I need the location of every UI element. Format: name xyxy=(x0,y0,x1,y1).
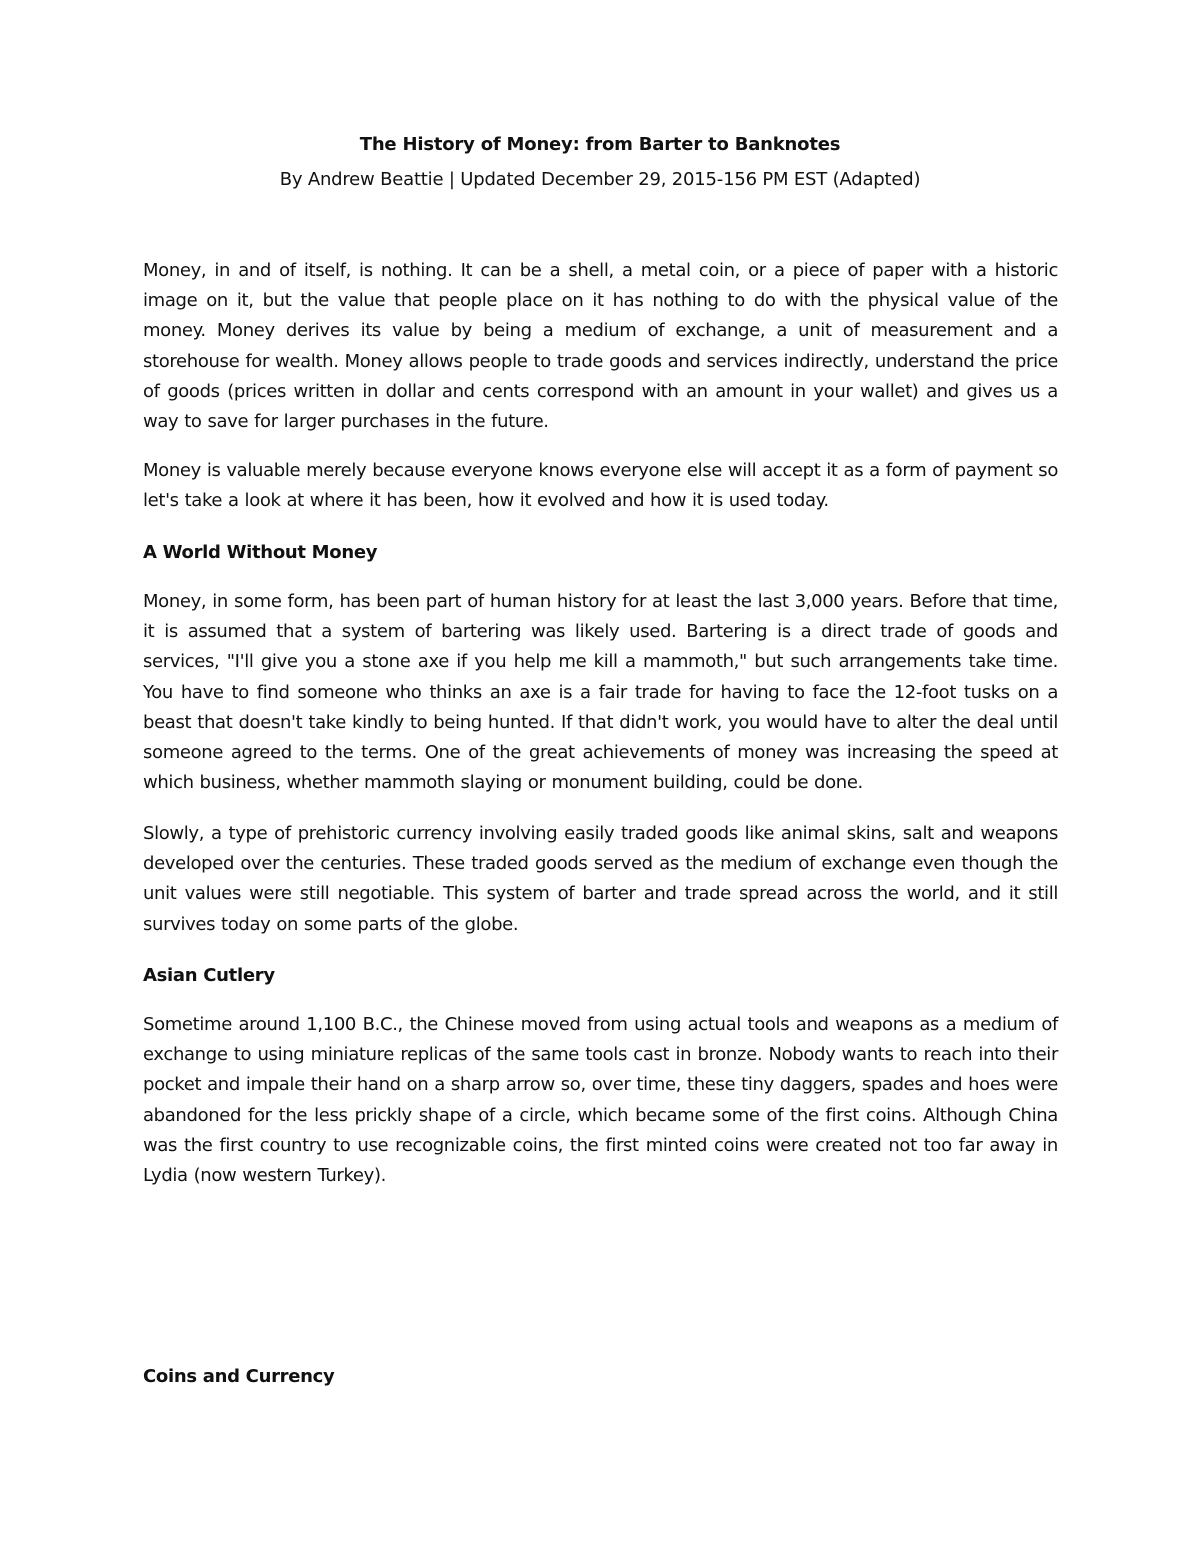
intro-paragraph-2: Money is valuable merely because everyone knows everyone else will accept it as a form of payment so let's take a look at where it has been, how it evolved and how it is used today. xyxy=(143,460,1058,512)
intro-paragraph-1: Money, in and of itself, is nothing. It can be a shell, a metal coin, or a piece of paper with a historic image on it, but the value that people place on it has nothing to do with the physical value of the money. Money derives its value by being a medium of exchange, a unit of measurement and a storehouse for wealth. Money allows people to trade goods and services indirectly, understand the price of goods (prices written in dollar and cents correspond with an amount in your wallet) and gives us a way to save for larger purchases in the future. xyxy=(143,260,1058,433)
section-2-paragraph-1: Sometime around 1,100 B.C., the Chinese moved from using actual tools and weapons as a medium of exchange to using miniature replicas of the same tools cast in bronze. Nobody wants to reach into their pocket and impale their hand on a sharp arrow so, over time, these tiny daggers, spades and hoes were abandoned for the less prickly shape of a circle, which became some of the first coins. Although China was the first country to use recognizable coins, the first minted coins were created not too far away in Lydia (now western Turkey). xyxy=(143,1014,1058,1187)
section-1-paragraph-1: Money, in some form, has been part of human history for at least the last 3,000 years. Before that time, it is assumed that a system of bartering was likely used. Bartering is a direct trade of goods and services, "I'll give you a stone axe if you help me kill a mammoth," but such arrangements take time. You have to find someone who thinks an axe is a fair trade for having to face the 12-foot tusks on a beast that doesn't take kindly to being hunted. If that didn't work, you would have to alter the deal until someone agreed to the terms. One of the great achievements of money was increasing the speed at which business, whether mammoth slaying or monument building, could be done. xyxy=(143,591,1058,794)
section-heading-asian-cutlery: Asian Cutlery xyxy=(143,965,275,986)
section-1-paragraph-2: Slowly, a type of prehistoric currency involving easily traded goods like animal skins, salt and weapons developed over the centuries. These traded goods served as the medium of exchange even though the unit values were still negotiable. This system of barter and trade spread across the world, and it still survives today on some parts of the globe. xyxy=(143,823,1058,935)
section-heading-world-without-money: A World Without Money xyxy=(143,542,378,563)
document-title: The History of Money: from Barter to Banknotes xyxy=(359,134,841,155)
document-byline: By Andrew Beattie | Updated December 29, 2015-156 PM EST (Adapted) xyxy=(279,169,921,190)
section-heading-coins-and-currency: Coins and Currency xyxy=(143,1366,335,1387)
